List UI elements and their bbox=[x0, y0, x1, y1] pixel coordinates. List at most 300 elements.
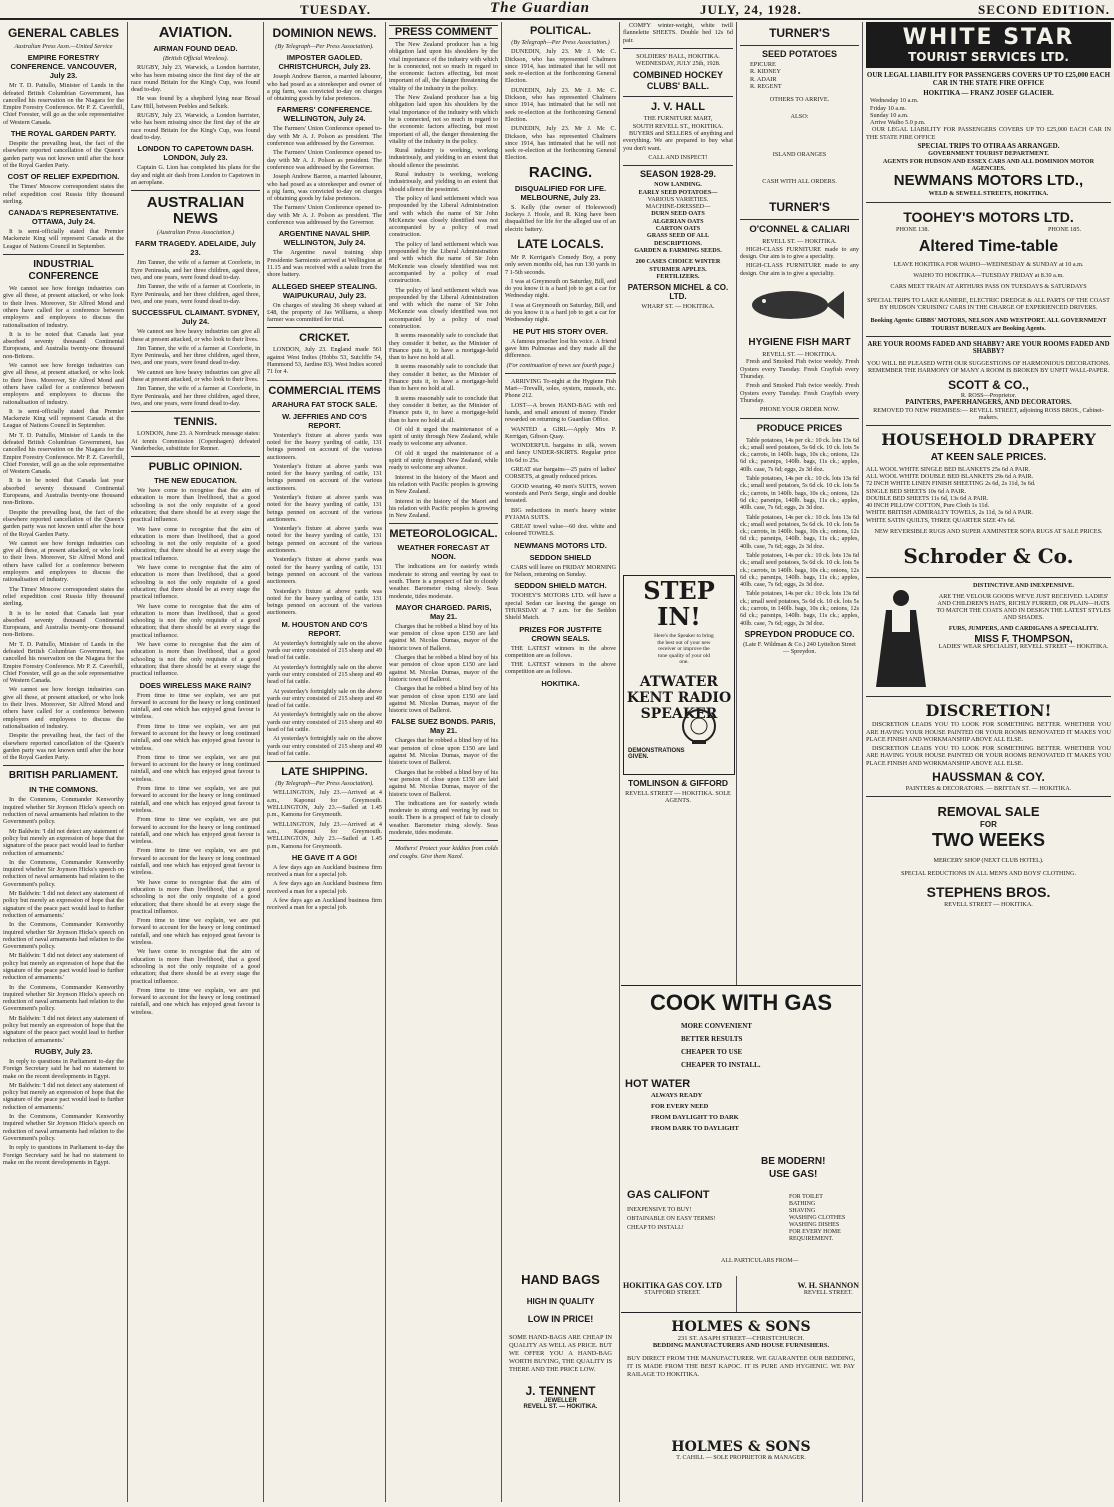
masthead-date: JULY, 24, 1928. bbox=[700, 2, 802, 17]
shannon-addr: REVELL STREET. bbox=[803, 1289, 853, 1297]
article-paragraph: Yesterday's fixture at above yards was noted for the heavy yarding of cattle, 131 beings penned on account of the various auctioneers. bbox=[267, 493, 382, 523]
oconnel-addr: REVELL ST. — HOKITIKA. bbox=[762, 238, 837, 246]
hot-water-title: HOT WATER bbox=[625, 1078, 691, 1090]
handbags-title: HAND BAGS bbox=[521, 1272, 600, 1287]
industrial-conference-heading: INDUSTRIAL CONFERENCE bbox=[28, 259, 99, 283]
article-paragraph: A few days ago an Auckland business firm received a man for a special job. bbox=[267, 880, 382, 895]
article-paragraph: A few days ago an Auckland business firm received a man for a special job. bbox=[267, 863, 382, 879]
white-star-title: WHITE STAR bbox=[902, 25, 1075, 50]
article-paragraph: The Times' Moscow correspondent states the relief expedition cost Russia fifty thousand sterling. bbox=[3, 585, 124, 608]
subhead: THE ROYAL GARDEN PARTY. bbox=[10, 129, 117, 139]
subhead: COST OF RELIEF EXPEDITION. bbox=[7, 172, 120, 182]
article-paragraph: Joseph Andrew Barron, a married labourer, who had posed as a storekeeper and owner of a pig farm, was convicted to-day on charges of obtaining goods by false pretences. bbox=[267, 73, 382, 103]
source-line: Australian Press Assn.—United Service bbox=[14, 43, 113, 50]
hw-item: ALWAYS READY bbox=[651, 1092, 703, 1099]
handbags-ad bbox=[505, 1268, 616, 1502]
article-paragraph: It seems reasonably safe to conclude that they consider it better, as the Minister of Finance puts it, to have a mortgage-held than to have no hold at all. bbox=[389, 332, 498, 362]
article-paragraph: From time to time we explain, we are put forward to account for the heavy or long continued rainfall, and one which has enjoyed great favour is wireless. bbox=[131, 917, 260, 947]
subhead: IN THE COMMONS. bbox=[29, 785, 98, 795]
subhead: WEATHER FORECAST AT NOON. bbox=[397, 543, 490, 562]
use-item: SHAVING bbox=[789, 1208, 816, 1214]
subhead: MAYOR CHARGED. PARIS, May 21. bbox=[395, 602, 492, 621]
faded-body: YOU WILL BE PLEASED WITH OUR SUGGESTIONS OF HARMONIOUS DECORATIONS. REMEMBER THE HARMONY OF MANY A ROOM IS BROKEN BY UNFIT WALL-PAPER. bbox=[866, 359, 1111, 374]
time-row: Wednesday 10 a.m. bbox=[870, 97, 919, 105]
keen-sale: AT KEEN SALE PRICES. bbox=[930, 452, 1047, 464]
article-paragraph: Yesterday's fixture at above yards was noted for the heavy yarding of cattle, 131 beings penned on account of the various auctioneers. bbox=[267, 525, 382, 555]
subhead: LONDON TO CAPETOWN DASH. LONDON, July 23. bbox=[137, 144, 254, 163]
altered-timetable: Altered Time-table bbox=[918, 237, 1059, 255]
seed-line: CARTON OATS bbox=[655, 225, 701, 233]
article-paragraph: From time to time we explain, we are put forward to account for the heavy or long continued rainfall, and one which has enjoyed great favour is wireless. bbox=[131, 816, 260, 846]
gas-co-addr: STAFFORD STREET. bbox=[644, 1289, 701, 1297]
article-paragraph: In reply to questions in Parliament to-day the Foreign Secretary said he had no statement to make on the recent developments in Egypt. bbox=[3, 1057, 124, 1080]
oconnel-heading: O'CONNEL & CALIARI bbox=[749, 224, 850, 236]
demonstrations: DEMONSTRATIONS GIVEN. bbox=[628, 748, 685, 760]
thompson-ad bbox=[866, 582, 1111, 692]
article-paragraph: It seems reasonably safe to conclude that they consider it better, as the Minister of Finance puts it, to have a mortgage-held than to have no hold at all. bbox=[389, 394, 498, 424]
gas-footer bbox=[623, 1282, 859, 1308]
article-paragraph: Interest in the history of the Maori and his relation with Pacific peoples is growing in New Zealand. bbox=[389, 497, 498, 520]
califont-sub: INEXPENSIVE TO BUY! OBTAINABLE ON EASY TERMS! CHEAP TO INSTALL! bbox=[627, 1207, 716, 1231]
cook-with-gas-ad bbox=[621, 985, 861, 1276]
cook-list bbox=[681, 1020, 861, 1072]
timetable-line: LEAVE HOKITIKA FOR WAIHO—WEDNESDAY & SUNDAY at 10 a.m. bbox=[893, 260, 1084, 268]
article-paragraph: On charges of stealing 36 sheep valued at £48, the property of Jas Williams, a sheep farmer was committed for trial. bbox=[267, 301, 382, 324]
tomlinson-addr: REVELL STREET — HOKITIKA. SOLE AGENTS. bbox=[625, 790, 731, 805]
seed-line: FERTILIZERS. bbox=[656, 272, 700, 280]
late-locals-heading: LATE LOCALS. bbox=[517, 236, 604, 251]
subhead: FARMERS' CONFERENCE. WELLINGTON, July 24. bbox=[276, 105, 373, 124]
article-paragraph: At yesterday's fortnightly sale on the above yards our entry consisted of 215 sheep and 49 head of fat cattle. bbox=[267, 735, 382, 757]
article-paragraph: Mr Baldwin: 'I did not detect any statement of policy but merely an expression of hope that the signature of the peace pact would lead to further reduction of armaments.' bbox=[3, 952, 124, 982]
article-paragraph: DUNEDIN, July 23. Mr J. Mc C. Dickson, who has represented Chalmers since 1914, has intimated that he will not seek re-election at the forthcoming General Election. bbox=[505, 86, 616, 123]
timetable-line: CARS MEET TRAIN AT ARTHURS PASS ON TUESDAYS & SATURDAYS bbox=[890, 283, 1087, 291]
household-drapery: HOUSEHOLD DRAPERY bbox=[881, 430, 1096, 450]
article-paragraph: At yesterday's fortnightly sale on the above yards our entry consisted of 215 sheep and 49 head of fat cattle. bbox=[267, 663, 382, 686]
cook-item: MORE CONVENIENT bbox=[681, 1022, 752, 1030]
australian-news-heading: AUSTRALIAN NEWS bbox=[146, 194, 245, 228]
article-paragraph: We cannot see how foreign industries can give all these, at present attacked, or who look to their lives. Moreover, Sir Alfred Mond and others have called for a conference between employers and employees to discuss the rationalisation of industry. bbox=[3, 539, 124, 584]
article-paragraph: We cannot see how heavy industries can give all these at present attacked, or who look to their lives. bbox=[131, 328, 260, 343]
oconnel-body: HIGH-CLASS FURNITURE made to any design. Our aim is to give a speciality. bbox=[740, 245, 859, 260]
article-paragraph: It seems reasonably safe to conclude that they consider it better, as the Minister of Finance puts it, to have a mortgage-held than to have no hold at all. bbox=[389, 363, 498, 393]
removal-sale: REMOVAL SALE bbox=[937, 804, 1040, 820]
article-paragraph: Charges that he robbed a blind boy of his war pension of close upon £150 are laid against M. Nicolas Dumas, mayor of the historic town of Balleroi. bbox=[389, 685, 498, 715]
seed-line: ALGERIAN OATS bbox=[652, 217, 704, 225]
article-paragraph: He was found by a shepherd lying near Broad Law Hill, between Peebles and Selkirk. bbox=[131, 95, 260, 110]
article-paragraph: LONDON, June 23. A Norrdruck message states: At tennis Commission (Copenhagen) defeated Vanderbecke, substitute for Renner. bbox=[131, 430, 260, 452]
particulars: ALL PARTICULARS FROM— bbox=[721, 1258, 799, 1264]
article-paragraph: From time to time we explain, we are put forward to account for the heavy or long continued rainfall, and one which has enjoyed great favour is wireless. bbox=[131, 691, 260, 721]
article-paragraph: WELLINGTON, July 23.—Arrived at 4 a.m., Kaponui for Greymouth. WELLINGTON, July 23.—Sailed at 1.45 p.m., Kamona for Greymouth. bbox=[267, 820, 382, 850]
phone-1: PHONE 138. bbox=[896, 225, 930, 233]
cahill: T. CAHILL — SOLE PROPRIETOR & MANAGER. bbox=[676, 1455, 806, 1461]
cook-with-gas-title: COOK WITH GAS bbox=[649, 990, 833, 1015]
subhead: NEWMANS MOTORS LTD. bbox=[514, 540, 607, 550]
article-paragraph: Of old it urged the maintenance of a spirit of unity through New Zealand, while ready to welcome any advance. bbox=[389, 425, 498, 448]
seed-line: VARIOUS VARIETIES. bbox=[647, 195, 709, 203]
public-opinion-heading: PUBLIC OPINION. bbox=[148, 461, 243, 474]
article-paragraph: Captain G. Lion has completed his plans for the day and night air dash from London to Capetown in an aeroplane. bbox=[131, 164, 260, 186]
produce-body: Table potatoes, 14s per ck.: 10 ck. lots 13s 6d ck.; small seed potatoes, 5s 6d ck. 10 ck. lots 5s ck.; carrots, in 140lb. bags, 10s ck.; onions, 12s 6d ck.; parsnips, 140lb. bags, 11s ck.; apples, 40lb. case, 7s 6d; eggs, 2s 3d doz. bbox=[740, 590, 859, 627]
article-paragraph: We cannot see how foreign industries can give all these, at present attacked, or who look to their lives. Moreover, Sir Alfred Mond and others have called for a conference between employers and employees to discuss the rationalisation of industry. bbox=[3, 686, 124, 730]
holmes-trade: BEDDING MANUFACTURERS AND HOUSE FURNISHERS. bbox=[652, 1342, 830, 1349]
faded-rooms: ARE YOUR ROOMS FADED AND SHABBY? ARE YOUR ROOMS FADED AND SHABBY? bbox=[867, 340, 1110, 356]
article-paragraph: Charges that he robbed a blind boy of his war pension of close upon £150 are laid against M. Nicolas Dumas, mayor of the historic town of Balleroi. bbox=[389, 737, 498, 767]
thompson-text bbox=[936, 582, 1111, 692]
article-paragraph: WELLINGTON, July 23.—Arrived at 4 a.m., Kaponui for Greymouth. WELLINGTON, July 23.—Sailed at 1.45 p.m., Kamona for Greymouth. bbox=[267, 789, 382, 819]
article-paragraph: The policy of land settlement which was propounded by the Liberal Administration and with which the name of Sir John McKenzie was closely identified was not accompanied by a policy of road construction. bbox=[389, 286, 498, 330]
article-paragraph: Rural industry is working, working industriously, and yielding to an extent that should silence the pessimist. bbox=[389, 171, 498, 193]
article-paragraph: We cannot see how heavy industries can give all these at present attacked, or who look to their lives. bbox=[131, 368, 260, 384]
gas-co: HOKITIKA GAS COY. LTD bbox=[623, 1282, 722, 1290]
article-paragraph: We have come to recognise that the aim of education is more than livelihood, that a good schooling is not the only requisite of a good education; that there should be at every stage the practical influence. bbox=[131, 564, 260, 601]
seed-line: DURN SEED OATS bbox=[651, 210, 705, 218]
jv-hall-name: J. V. HALL bbox=[651, 101, 705, 114]
article-paragraph: Yesterday's fixture at above yards was noted for the heavy yarding of cattle, 131 beings penned on account of the various auctioneers. bbox=[267, 431, 382, 461]
masthead-day: TUESDAY. bbox=[300, 2, 371, 17]
cook-item: CHEAPER TO INSTALL. bbox=[681, 1061, 761, 1069]
classified-ad: CARS will leave on FRIDAY MORNING for Nelson, returning on Sunday. bbox=[505, 563, 616, 579]
subhead: SUCCESSFUL CLAIMANT. SYDNEY, July 24. bbox=[131, 308, 260, 327]
article-paragraph: We have come to recognise that the aim of education is more than livelihood, that a good schooling is not the only requisite of a good education; that there should be at every stage the practical influence. bbox=[131, 525, 260, 562]
timetable-line: Booking Agents: GIBBS' MOTORS, NELSON AND WESTPORT. ALL GOVERNMENT TOURIST BUREAUX are Booking Agents. bbox=[870, 317, 1107, 332]
article-paragraph: The Times' Moscow correspondent states the relief expedition cost Russia fifty thousand sterling. bbox=[3, 183, 124, 205]
agents: AGENTS FOR HUDSON AND ESSEX CARS AND ALL DOMINION MOTOR AGENCIES. bbox=[882, 157, 1095, 172]
column-2 bbox=[131, 22, 260, 1502]
cash-orders: CASH WITH ALL ORDERS. bbox=[762, 178, 837, 186]
article-paragraph: Mr T. D. Pattullo, Minister of Lands in the defeated British Columbian Government, has cancelled his reservation on the Niagara for the Empire Forestry Conference. Mr P. Z. Caverhill, Chief Forester, will go as the sole representative of Western Canada. bbox=[3, 640, 124, 685]
holmes-title: HOLMES & SONS bbox=[671, 1319, 811, 1335]
article-paragraph: It is semi-officially stated that Premier Mackenzie King will represent Canada at the League of Nations Council in September. bbox=[3, 407, 124, 430]
article-paragraph: S. Kelly (the owner of Holeswood) Jockeys J. Hoole, and R. King have been disqualified for life for the alleged use of an electric battery. bbox=[505, 203, 616, 233]
subhead: FARM TRAGEDY. ADELAIDE, July 23. bbox=[135, 239, 256, 258]
discretion-body: DISCRETION LEADS YOU TO LOOK FOR SOMETHING BETTER. WHETHER YOU ARE HAVING YOUR HOUSE PAINTED OR YOUR ROOMS RENOVATED IT MAKES YOU PLACE FINISH AND WORKMANSHIP ABOVE ALL ELSE. bbox=[866, 721, 1111, 743]
source-line: (British Official Wireless). bbox=[162, 55, 229, 62]
article-paragraph: Mr P. Kerrigan's Comedy Boy, a pony only seven months old, has run 130 yards in 7 1-5th seconds. bbox=[505, 253, 616, 276]
drapery-item: ALL WOOL WHITE SINGLE BED BLANKETS 25s 6d A PAIR. bbox=[866, 465, 1031, 473]
classified-ad: GREAT star bargains—25 pairs of ladies' CORSETS, at greatly reduced prices. bbox=[505, 466, 616, 481]
island-oranges: ISLAND ORANGES bbox=[772, 150, 827, 158]
article-paragraph: From time to time we explain, we are put forward to account for the heavy or long continued rainfall, and one which has enjoyed great favour is wireless. bbox=[131, 722, 260, 752]
produce-body: Table potatoes, 14s per ck.: 10 ck. lots 13s 6d ck.; small seed potatoes, 5s 6d ck. 10 ck. lots 5s ck.; carrots, in 140lb. bags, 10s ck.; onions, 12s 6d ck.; parsnips, 140lb. bags, 11s ck.; apples, 40lb. case, 7s 6d; eggs, 2s 3d doz. bbox=[740, 475, 859, 512]
timetable-line: WAIHO TO HOKITIKA—TUESDAY FRIDAY at 8.30 a.m. bbox=[913, 272, 1064, 280]
newmans-motors: NEWMANS MOTORS LTD., bbox=[893, 172, 1084, 190]
time-row: Sunday 10 a.m. bbox=[870, 111, 909, 119]
jv-hall-sub: THE FURNITURE MART, bbox=[643, 115, 713, 123]
removal-for: FOR bbox=[980, 820, 997, 830]
article-paragraph: Yesterday's fixture at above yards was noted for the heavy yarding of cattle, 131 beings penned on account of the various auctioneers. bbox=[267, 462, 382, 492]
article-paragraph: We have come to recognise that the aim of education is more than livelihood, that a good schooling is not the only requisite of a good education; that there should be at every stage the practical influence. bbox=[131, 641, 260, 678]
tourist-services: TOURIST SERVICES LTD. bbox=[908, 50, 1069, 64]
subhead: SEDDON SHIELD bbox=[529, 552, 592, 562]
article-paragraph: At yesterday's fortnightly sale on the above yards our entry consisted of 215 sheep and 49 head of fat cattle. bbox=[267, 687, 382, 710]
newmans-addr: WELD & SEWELL STREETS, HOKITIKA. bbox=[928, 190, 1049, 198]
article-paragraph: In the Commons, Commander Kenworthy inquired whether Sir Joynson Hicks's speech on reduction of naval armaments had relation to the Government's policy. bbox=[3, 1113, 124, 1142]
article-paragraph: Charges that he robbed a blind boy of his war pension of close upon £150 are laid against M. Nicolas Dumas, mayor of the historic town of Balleroi. bbox=[389, 768, 498, 798]
gas-footer-row bbox=[623, 1282, 859, 1297]
timetable-line: SPECIAL TRIPS TO LAKE KANIERE, ELECTRIC DREDGE & ALL PARTS OF THE COAST BY HUDSON 'CRUISING' CARS IN THE CHARGE OF EXPERIENCED DRIVERS. bbox=[867, 296, 1110, 312]
subhead: CANADA'S REPRESENTATIVE. OTTAWA, July 24. bbox=[8, 208, 119, 227]
use-item: WASHING DISHES bbox=[789, 1222, 840, 1228]
subhead: IMPOSTER GAOLED. CHRISTCHURCH, July 23. bbox=[278, 53, 371, 72]
others-arrive: OTHERS TO ARRIVE. bbox=[769, 96, 830, 104]
seed-line: GARDEN & FARMING SEEDS. bbox=[634, 246, 722, 254]
seed-line: EARLY SEED POTATOES— bbox=[638, 188, 718, 196]
column-3 bbox=[267, 22, 382, 1502]
cook-item: BETTER RESULTS bbox=[681, 1035, 743, 1043]
mercery-shop: MERCERY SHOP (NEXT CLUB HOTEL). bbox=[933, 856, 1044, 864]
article-paragraph: The New Zealand producer has a big obligation laid upon his shoulders by the vital importance of the industry with which he is connected, not so much in regard to the economic factors affecting, but most important of all, the danger threatening the vitality of the industry in the policy. bbox=[389, 41, 498, 92]
holmes-sons-ad bbox=[621, 1312, 861, 1503]
subhead: DOES WIRELESS MAKE RAIN? bbox=[139, 680, 252, 690]
tennis-heading: TENNIS. bbox=[173, 416, 218, 429]
spreydon-addr: (Late F. Wildman & Co.) 240 Lyttelton Street — Spreydon. bbox=[743, 640, 856, 656]
classified-ad: WANTED a GIRL—Apply Mrs P. Kerrigan, Gibson Quay. bbox=[505, 425, 616, 440]
seed-line: GRASS SEED OF ALL DESCRIPTIONS. bbox=[646, 232, 710, 247]
spreydon-produce: SPREYDON PRODUCE CO. bbox=[744, 628, 855, 639]
haussman-sub: PAINTERS & DECORATORS. — BRITTAN ST. — HOKITIKA. bbox=[905, 785, 1072, 793]
political-heading: POLITICAL. bbox=[529, 25, 592, 37]
article-paragraph: A few days ago an Auckland business firm received a man for a special job. bbox=[267, 897, 382, 912]
classified-ad: WONDERFUL bargains in silk, woven and fancy UNDER-SKIRTS. Regular price 10s 6d to 25s. bbox=[505, 442, 616, 464]
distinctive: DISTINCTIVE AND INEXPENSIVE. bbox=[973, 582, 1074, 590]
drapery-item: 40 INCH PILLOW COTTON, Pure Cloth 1s 11d. bbox=[866, 502, 990, 510]
racing-heading: RACING. bbox=[528, 163, 593, 181]
article-paragraph: It is semi-officially stated that Premier Mackenzie King will represent Canada at the League of Nations Council in September. bbox=[3, 228, 124, 250]
seed-line: MACHINE-DRESSED— bbox=[645, 203, 711, 211]
masthead-title: The Guardian bbox=[490, 0, 590, 16]
article-paragraph: We cannot see how foreign industries can give all these, at present attacked, or who look to their lives. Moreover, Sir Alfred Mond and others have called for a conference between employers and employees to discuss the rationalisation of industry. bbox=[3, 285, 124, 329]
two-weeks: TWO WEEKS bbox=[932, 829, 1045, 850]
article-paragraph: At yesterday's fortnightly sale on the above yards our entry consisted of 215 sheep and 49 head of fat cattle. bbox=[267, 639, 382, 662]
article-paragraph: The indications are for easterly winds moderate to strong and veering by east to south. There is a prospect of fair to cloudy weather. Barometer rising slowly. Seas moderate, tides moderate. bbox=[389, 799, 498, 837]
article-paragraph: Mr Baldwin: 'I did not detect any statement of policy but merely an expression of hope that the signature of the peace pact would lead to further reduction of armaments.' bbox=[3, 827, 124, 857]
handbags-line: LOW IN PRICE! bbox=[527, 1314, 594, 1324]
produce-body: Table potatoes, 14s per ck.: 10 ck. lots 13s 6d ck.; small seed potatoes, 5s 6d ck. 10 ck. lots 5s ck.; carrots, in 140lb. bags, 10s ck.; onions, 12s 6d ck.; parsnips, 140lb. bags, 11s ck.; apples, 40lb. case, 7s 6d; eggs, 2s 3d doz. bbox=[740, 436, 859, 473]
white-star-banner bbox=[866, 22, 1111, 68]
liability-notice: OUR LEGAL LIABILITY FOR PASSENGERS COVERS UP TO £25,000 EACH CAR IN THE STATE FIRE OFFICE bbox=[866, 71, 1111, 87]
time-row: Arrive Waiho 5.0 p.m. bbox=[870, 119, 926, 127]
column-1 bbox=[3, 22, 124, 1502]
subhead: PRIZES FOR JUSTFITE CROWN SEALS. bbox=[519, 624, 602, 643]
uses-list bbox=[789, 1194, 861, 1243]
shannon: W. H. SHANNON bbox=[797, 1282, 859, 1290]
phone-row bbox=[866, 226, 1111, 233]
article-paragraph: Jim Tanner, the wife of a farmer at Coorlorie, in Eyre Peninsula, and her three children, aged three, two, and one years, were found dead to-day. bbox=[131, 259, 260, 282]
article-paragraph: Mr Baldwin: 'I did not detect any statement of policy but merely an expression of hope that the signature of the peace pact would lead to further reduction of armaments.' bbox=[3, 1081, 124, 1111]
special-trips: SPECIAL TRIPS TO OTIRA AS ARRANGED. bbox=[917, 142, 1060, 151]
miss-thompson: MISS F. THOMPSON, bbox=[974, 634, 1073, 646]
article-paragraph: Mr Baldwin: 'I did not detect any statement of policy but merely an expression of hope that the signature of the peace pact would lead to further reduction of armaments.' bbox=[3, 1014, 124, 1044]
article-paragraph: LONDON, July 23. England made 561 against West Indies (Hobbs 53, Sutcliffe 54, Hammond 53, Jardine 83). West Indies scored 71 for 4. bbox=[267, 346, 382, 376]
article-paragraph: Despite the prevailing heat, the fact of the elsewhere reported cancellation of the Queen's garden party was not known until after the hour of the Royal Garden Party. bbox=[3, 140, 124, 169]
atwater-title: ATWATER KENT RADIO SPEAKER bbox=[626, 673, 732, 722]
article-paragraph: A famous preacher lost his voice. A friend gave him Pulmonas and they made all the difference. bbox=[505, 337, 616, 360]
article-paragraph: RUGBY, July 23. Warwick, a London barrister, who has been missing since the first day of the air race round Britain for the King's Cup, was found dead to-day. bbox=[131, 64, 260, 94]
time-row: Friday 10 a.m. bbox=[870, 104, 907, 112]
article-paragraph: Mothers! Protect your kiddies from colds and coughs. Give them Nazol. bbox=[389, 845, 498, 860]
haussman: HAUSSMAN & COY. bbox=[932, 770, 1045, 785]
commercial-items-heading: COMMERCIAL ITEMS bbox=[268, 384, 381, 397]
velour: ARE THE VELOUR GOODS WE'VE JUST RECEIVED. LADIES' AND CHILDREN'S HATS, RICHLY FURRED, OR PLAIN—HATS TO MATCH THE COATS AND IN DESIGN THE LATEST STYLES AND SHADES. bbox=[936, 592, 1111, 622]
article-paragraph: Mr Baldwin: 'I did not detect any statement of policy but merely an expression of hope that the signature of the peace pact would lead to further reduction of armaments.' bbox=[3, 890, 124, 919]
wharf-st: WHARF ST. — HOKITIKA. bbox=[641, 303, 715, 311]
atwater-kent-ad bbox=[623, 575, 735, 775]
subhead: HOKITIKA. bbox=[541, 678, 580, 688]
variety: EPICURE bbox=[750, 61, 776, 68]
article-paragraph: We have come to recognise that the aim of education is more than livelihood, that a good schooling is not the only requisite of a good education; that there should be at every stage the practical influence. bbox=[131, 948, 260, 985]
general-cables-heading: GENERAL CABLES bbox=[7, 26, 120, 40]
article-paragraph: From time to time we explain, we are put forward to account for the heavy or long continued rainfall, and one which has enjoyed great favour is wireless. bbox=[131, 753, 260, 783]
produce-body: Table potatoes, 14s per ck.: 10 ck. lots 13s 6d ck.; small seed potatoes, 5s 6d ck. 10 ck. lots 5s ck.; carrots, in 140lb. bags, 10s ck.; onions, 12s 6d ck.; parsnips, 140lb. bags, 11s ck.; apples, 40lb. case, 7s 6d; eggs, 2s 3d doz. bbox=[740, 551, 859, 589]
article-paragraph: Despite the prevailing heat, the fact of the elsewhere reported cancellation of the Queen's garden party was not known until after the hour of the Royal Garden Party. bbox=[3, 732, 124, 762]
subhead: EMPIRE FORESTRY CONFERENCE. VANCOUVER, July 23. bbox=[10, 53, 117, 81]
tennent-sub: JEWELLER bbox=[544, 1398, 577, 1404]
scott-sub: R. ROSS—Proprietor. bbox=[960, 392, 1017, 400]
produce-body: Table potatoes, 14s per ck.: 10 ck. lots 13s 6d ck.; small seed potatoes, 5s 6d ck. 10 ck. lots 5s ck.; carrots, in 140lb. bags, 10s ck.; onions, 12s 6d ck.; parsnips, 140lb. bags, 11s ck.; apples, 40lb. case, 7s 6d; eggs, 2s 3d doz. bbox=[740, 513, 859, 550]
article-paragraph: DUNEDIN, July 23. Mr J. Mc C. Dickson, who has represented Chalmers since 1914, has intimated that he will not seek re-election at the forthcoming General Election. bbox=[505, 48, 616, 85]
article-paragraph: Charges that he robbed a blind boy of his war pension of close upon £150 are laid against M. Nicolas Dumas, mayor of the historic town of Balleroi. bbox=[389, 654, 498, 683]
stephens-bros: STEPHENS BROS. bbox=[926, 884, 1051, 901]
call-inspect: CALL AND INSPECT! bbox=[648, 153, 708, 161]
classified-ad: THE LATEST winners in the above competition are as follows. bbox=[505, 661, 616, 676]
article-paragraph: Jim Tanner, the wife of a farmer at Coorlorie, in Eyre Peninsula, and her three children, aged three, two, and one years, were found dead to-day. bbox=[131, 344, 260, 367]
thompson-sub: LADIES' WEAR SPECIALIST, REVELL STREET — HOKITIKA. bbox=[938, 643, 1109, 651]
column-7 bbox=[740, 22, 859, 812]
subhead: HE PUT HIS STORY OVER. bbox=[513, 326, 608, 336]
turners-heading: TURNER'S bbox=[769, 26, 830, 40]
soldiers-hall: SOLDIERS' HALL, HOKITIKA. bbox=[636, 52, 720, 60]
article-paragraph: It is to be noted that Canada last year absorbed seventy thousand Continental Europeans, and Australia twenty-one thousand non-Britons. bbox=[3, 330, 124, 360]
scott-co: SCOTT & CO., bbox=[948, 378, 1029, 393]
dance-date: WEDNESDAY, JULY 25th, 1928. bbox=[635, 60, 721, 68]
article-paragraph: We have come to recognise that the aim of education is more than livelihood, that a good schooling is not the only requisite of a good education; that there should be at every stage the practical influence. bbox=[131, 487, 260, 524]
step-in-title: STEP IN! bbox=[643, 576, 715, 631]
column-6 bbox=[623, 22, 733, 592]
column-4 bbox=[389, 22, 498, 1502]
phone-2: PHONE 185. bbox=[1047, 225, 1081, 233]
jv-hall-addr: SOUTH REVELL ST., HOKITIKA. bbox=[632, 122, 724, 130]
article-paragraph: Interest in the history of the Maori and his relation with Pacific peoples is growing in New Zealand. bbox=[389, 473, 498, 496]
press-comment-heading: PRESS COMMENT bbox=[389, 25, 498, 39]
aviation-heading: AVIATION. bbox=[158, 24, 233, 41]
phone-order: PHONE YOUR ORDER NOW. bbox=[759, 406, 840, 414]
article-paragraph: DUNEDIN, July 23. Mr J. Mc C. Dickson, who has represented Chalmers since 1914, has intimated that he will not seek re-election at the forthcoming General Election. bbox=[505, 125, 616, 162]
article-paragraph: The New Zealand producer has a big obligation laid upon his shoulders by the vital importance of the industry with which he is connected, not so much in regard to the economic factors affecting, but most important of all, the danger threatening the vitality of the industry in the policy. bbox=[389, 94, 498, 145]
handbags-body: SOME HAND-BAGS ARE CHEAP IN QUALITY AS WELL AS PRICE. BUT WE OFFER YOU A HAND-BAG WORTH BUYING, THE QUALITY IS THERE AND THE PRICE LOW. bbox=[509, 1334, 612, 1373]
masthead-edition: SECOND EDITION. bbox=[978, 2, 1111, 17]
furs: FURS, JUMPERS, AND CARDIGANS A SPECIALITY. bbox=[948, 624, 1099, 632]
discretion-body: DISCRETION LEADS YOU TO LOOK FOR SOMETHING BETTER. WHETHER YOU ARE HAVING YOUR HOUSE PAINTED OR YOUR ROOMS RENOVATED IT MAKES YOU PLACE FINISH AND WORKMANSHIP ABOVE ALL ELSE. bbox=[866, 745, 1111, 767]
use-item: FOR EVERY HOME REQUIREMENT. bbox=[789, 1229, 841, 1242]
hygiene-fish-mart: HYGIENE FISH MART bbox=[748, 337, 851, 349]
subhead: ARAHURA FAT STOCK SALE. bbox=[271, 399, 378, 409]
article-paragraph: Rural industry is working, working industriously, and yielding to an extent that should silence the pessimist. bbox=[389, 147, 498, 169]
article-paragraph: The Farmers' Union Conference opened to-day with Mr A. J. Polson as president. The conference was addressed by the Governor. bbox=[267, 149, 382, 171]
rugs-line: NEW REVERSIBLE RUGS AND SUPER AXMINSTER SOFA RUGS AT SALE PRICES. bbox=[874, 527, 1103, 535]
scott-trade: PAINTERS, PAPERHANGERS, AND DECORATORS. bbox=[905, 398, 1072, 407]
drapery-item: SINGLE BED SHEETS 10s 6d A PAIR. bbox=[866, 487, 966, 495]
step-in-sub: Here's the Speaker to bring the best out of your new receiver or improve the tone quality of your old one. bbox=[654, 633, 714, 665]
oconnel-body: HIGH-CLASS FURNITURE made to any design. Our aim is to give a speciality. bbox=[740, 262, 859, 277]
hw-item: FOR EVERY NEED bbox=[651, 1103, 709, 1110]
article-paragraph: In reply to questions in Parliament to-day the Foreign Secretary said he had no statement to make on the recent developments in Egypt. bbox=[3, 1144, 124, 1166]
tennent-name: J. TENNENT bbox=[525, 1384, 596, 1398]
continuation-note: (For continuation of news see fourth page.) bbox=[506, 361, 615, 369]
also: ALSO: bbox=[790, 113, 809, 121]
subhead: FALSE SUEZ BONDS. PARIS, May 21. bbox=[391, 717, 496, 736]
article-paragraph: From time to time we explain, we are put forward to account for the heavy or long continued rainfall, and one which has enjoyed great favour is wireless. bbox=[131, 986, 260, 1016]
article-paragraph: From time to time we explain, we are put forward to account for the heavy or long continued rainfall, and one which has enjoyed great favour is wireless. bbox=[131, 785, 260, 814]
article-paragraph: We cannot see how foreign industries can give all these, at present attacked, or who look to their lives. Moreover, Sir Alfred Mond and others have called for a conference between employers and employees to discuss the rationalisation of industry. bbox=[3, 362, 124, 406]
subhead: THE NEW EDUCATION. bbox=[154, 476, 237, 486]
classified-ad: LOST—A brown HAND-BAG with red hands, and small amount of money. Finder rewarded on returning to Guardian Office. bbox=[505, 401, 616, 424]
drapery-item: WHITE BRITISH ADMIRALTY TOWELS, 2s 11d, 3s 6d A PAIR. bbox=[866, 509, 1033, 517]
british-parliament-heading: BRITISH PARLIAMENT. bbox=[8, 770, 119, 782]
holmes-addr: 231 ST. ASAPH STREET—CHRISTCHURCH. bbox=[677, 1335, 805, 1342]
article-paragraph: Mr T. D. Pattullo, Minister of Lands in the defeated British Columbian Government, has cancelled his reservation on the Niagara for the Empire Forestry Conference. Mr P. Z. Caverhill, Chief Forester, will go as the sole representative of Western Canada. bbox=[3, 431, 124, 476]
schroder-co: Schroder & Co. bbox=[903, 544, 1074, 569]
source-line: (Australian Press Association.) bbox=[156, 229, 235, 237]
fish-icon bbox=[740, 283, 850, 328]
subhead: W. JEFFRIES AND CO'S REPORT. bbox=[282, 411, 367, 430]
route-heading: HOKITIKA — FRANZ JOSEF GLACIER. bbox=[923, 89, 1054, 97]
hygiene-addr: REVELL ST. — HOKITIKA. bbox=[762, 351, 837, 359]
article-paragraph: In the Commons, Commander Kenworthy inquired whether Sir Joynson Hicks's speech on reduction of naval armaments had relation to the Government's policy. bbox=[3, 983, 124, 1013]
hygiene-body: Fresh and Smoked Fish twice weekly. Fresh Oysters every Tuesday. Fresh Crayfish every Thursday. bbox=[740, 358, 859, 381]
source-line: (By Telegraph—Per Press Association.) bbox=[511, 39, 610, 46]
subhead: SEDDON SHIELD MATCH. bbox=[514, 581, 607, 591]
subhead: AIRMAN FOUND DEAD. bbox=[153, 44, 238, 53]
holmes-footer: HOLMES & SONS bbox=[671, 1439, 811, 1455]
speaker-icon bbox=[674, 706, 724, 746]
article-paragraph: I was at Greymouth on Saturday, Bill, and do you know it is a hard job to get a car for Wednesday night. bbox=[505, 301, 616, 324]
holmes-body: BUY DIRECT FROM THE MANUFACTURER. WE GUARANTEE OUR BEDDING, IT IS MADE FROM THE BEST KAPOC. IT IS PURE AND HYGIENIC. WE PAY RAILAGE TO HOKITIKA. bbox=[627, 1355, 855, 1378]
cook-item: CHEAPER TO USE bbox=[681, 1048, 743, 1056]
now-landing: NOW LANDING. bbox=[654, 181, 702, 189]
article-paragraph: It is to be noted that Canada last year absorbed seventy thousand Continental Europeans, and Australia twenty-one thousand non-Britons. bbox=[3, 609, 124, 639]
classified-ad: GREAT towel value—60 doz. white and coloured TOWELS. bbox=[505, 523, 616, 538]
season-heading: SEASON 1928-29. bbox=[639, 169, 717, 180]
classified-ad: TOOHEY'S MOTORS LTD. will have a special Sedan car leaving the garage on THURSDAY at 7 a.m. for the Seddon Shield Match. bbox=[505, 592, 616, 622]
article-paragraph: Mr T. D. Pattullo, Minister of Lands in the defeated British Columbian Government, has cancelled his reservation on the Niagara for the Empire Forestry Conference. Mr P. Z. Caverhill, Chief Forester, will go as the sole representative of Western Canada. bbox=[3, 82, 124, 126]
govt-dept: GOVERNMENT TOURIST DEPARTMENT. bbox=[928, 150, 1049, 158]
use-item: FOR TOILET bbox=[789, 1194, 823, 1200]
classified-ad: COMFY winter-weight, white twill flannelette SHEETS. Double bed 12s 6d pair. bbox=[623, 22, 733, 44]
produce-prices: PRODUCE PRICES bbox=[756, 422, 843, 434]
drapery-item: DOUBLE BED SHEETS 11s 6d, 13s 6d A PAIR. bbox=[866, 494, 989, 502]
hw-item: FROM DAYLIGHT TO DARK bbox=[651, 1114, 739, 1121]
article-paragraph: The policy of land settlement which was propounded by the Liberal Administration and with which the name of Sir John McKenzie was closely identified was not accompanied by a policy of road construction. bbox=[389, 240, 498, 285]
drapery-item: ALL WOOL WHITE DOUBLE BED BLANKETS 29s 6d A PAIR. bbox=[866, 472, 1034, 480]
drapery-item: WHITE SATIN QUILTS, THREE QUARTER SIZE 47s 6d. bbox=[866, 516, 1016, 524]
cricket-heading: CRICKET. bbox=[299, 332, 350, 345]
article-paragraph: The Farmers' Union Conference opened to-day with Mr A. J. Polson as president. The conference was addressed by the Governor. bbox=[267, 204, 382, 227]
turners-footer: TURNER'S bbox=[769, 200, 830, 215]
variety: R. KIDNEY bbox=[750, 68, 781, 76]
article-paragraph: From time to time we explain, we are put forward to account for the heavy or long continued rainfall, and one which has enjoyed great favour is wireless. bbox=[131, 847, 260, 877]
article-paragraph: The Argentine naval training ship Presidente Sarmiento arrived at Wellington at 11.15 and was received with a salute from the shore battery. bbox=[267, 249, 382, 279]
stephens-addr: REVELL STREET — HOKITIKA. bbox=[944, 901, 1033, 909]
hw-item: FROM DARK TO DAYLIGHT bbox=[651, 1125, 739, 1132]
tomlinson-gifford: TOMLINSON & GIFFORD bbox=[628, 778, 728, 788]
article-paragraph: Despite the prevailing heat, the fact of the elsewhere reported cancellation of the Queen's garden party was not known until after the hour of the Royal Garden Party. bbox=[3, 508, 124, 538]
subhead: HE GAVE IT A GO! bbox=[291, 852, 358, 862]
classified-ad: BIG reductions in men's heavy winter PYJAMA SUITS. bbox=[505, 506, 616, 521]
subhead: DISQUALIFIED FOR LIFE. MELBOURNE, July 23. bbox=[514, 183, 607, 202]
article-paragraph: At yesterday's fortnightly sale on the above yards our entry consisted of 215 sheep and 49 head of fat cattle. bbox=[267, 711, 382, 733]
